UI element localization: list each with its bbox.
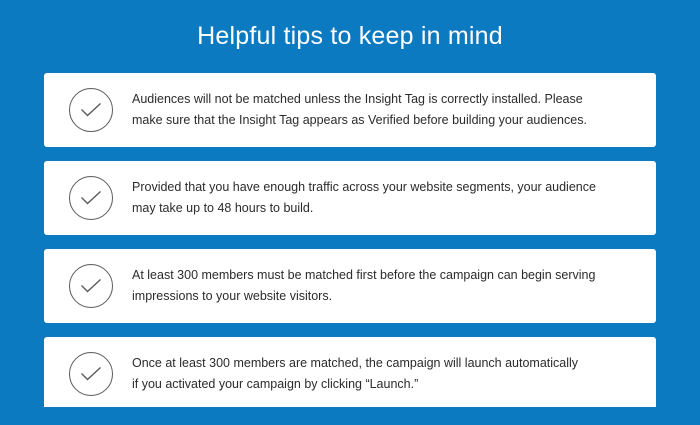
tip-text-line: if you activated your campaign by clicking “Launch.” bbox=[132, 377, 419, 391]
tip-text bbox=[132, 265, 595, 306]
tip-text-line: may take up to 48 hours to build. bbox=[132, 201, 314, 215]
tip-text bbox=[132, 89, 587, 130]
check-circle-icon bbox=[68, 351, 114, 397]
list-item bbox=[44, 337, 656, 411]
tip-text-line: impressions to your website visitors. bbox=[132, 289, 333, 303]
check-circle-icon bbox=[68, 263, 114, 309]
footer-strip bbox=[0, 407, 700, 425]
list-item bbox=[44, 73, 656, 147]
check-circle-icon bbox=[68, 87, 114, 133]
tip-text bbox=[132, 353, 578, 394]
tip-text-line: Once at least 300 members are matched, the campaign will launch automatically bbox=[132, 356, 579, 371]
check-circle-icon bbox=[68, 175, 114, 221]
tip-text-line: Provided that you have enough traffic across your website segments, your audience bbox=[132, 180, 596, 195]
list-item bbox=[44, 249, 656, 323]
tips-list bbox=[0, 73, 700, 411]
page-title: Helpful tips to keep in mind bbox=[197, 22, 503, 50]
tip-text-line: make sure that the Insight Tag appears as Verified before building your audiences. bbox=[132, 113, 587, 127]
tip-text-line: Audiences will not be matched unless the Insight Tag is correctly installed. Please bbox=[132, 92, 583, 107]
list-item bbox=[44, 161, 656, 235]
tip-text-line: At least 300 members must be matched first before the campaign can begin serving bbox=[132, 268, 596, 283]
tip-text bbox=[132, 177, 596, 218]
